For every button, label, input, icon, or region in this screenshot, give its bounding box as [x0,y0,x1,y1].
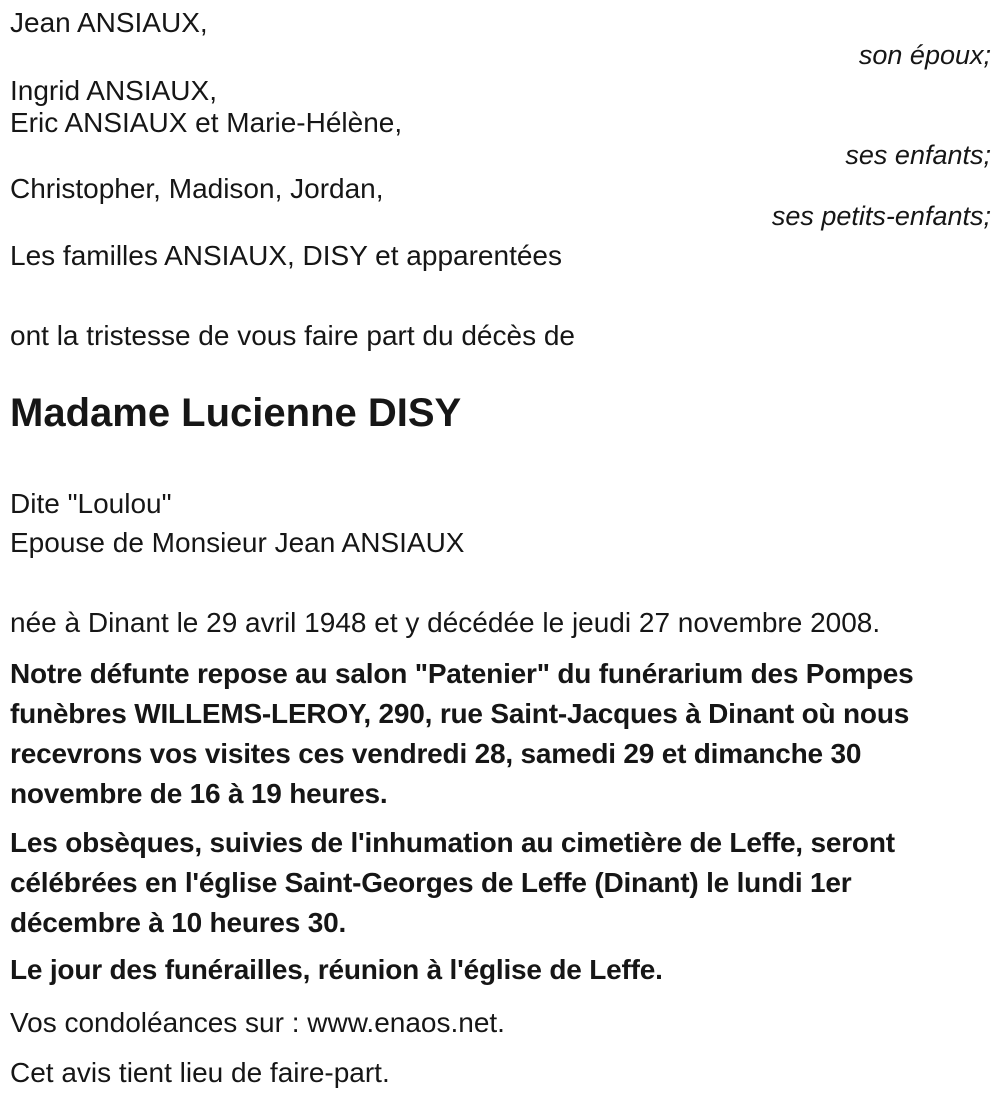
funeral-paragraph: Les obsèques, suivies de l'inhumation au cimetière de Leffe, seront célébrées en l'église Saint-Georges de Leffe (Dinant) le lundi 1er décembre à 10 heures 30. [10,827,895,938]
spouse-line: Epouse de Monsieur Jean ANSIAUX [10,527,465,558]
grandchildren-relation-line: ses petits-enfants; [771,201,991,231]
families-line: Les familles ANSIAUX, DISY et apparentées [10,240,562,271]
husband-relation-line: son époux; [858,40,991,70]
intro-line: ont la tristesse de vous faire part du décès de [10,320,575,351]
nickname-line: Dite "Loulou" [10,488,172,519]
husband-name-line: Jean ANSIAUX, [10,7,208,38]
child-name-line-1: Ingrid ANSIAUX, [10,75,217,106]
legal-notice-line: Cet avis tient lieu de faire-part. [10,1057,390,1088]
gathering-paragraph: Le jour des funérailles, réunion à l'église de Leffe. [10,954,663,985]
condolences-line: Vos condoléances sur : www.enaos.net. [10,1007,505,1038]
visitation-paragraph: Notre défunte repose au salon "Patenier" du funérarium des Pompes funèbres WILLEMS-LEROY, 290, rue Saint-Jacques à Dinant où nous recevrons vos visites ces vendredi 28, samedi 29 et dimanche 30 novembre de 16 à 19 heures. [10,658,914,809]
birth-death-line: née à Dinant le 29 avril 1948 et y décédée le jeudi 27 novembre 2008. [10,607,881,638]
deceased-name-heading: Madame Lucienne DISY [10,391,462,435]
child-name-line-2: Eric ANSIAUX et Marie-Hélène, [10,107,403,138]
grandchildren-names-line: Christopher, Madison, Jordan, [10,173,384,204]
children-relation-line: ses enfants; [845,140,991,170]
